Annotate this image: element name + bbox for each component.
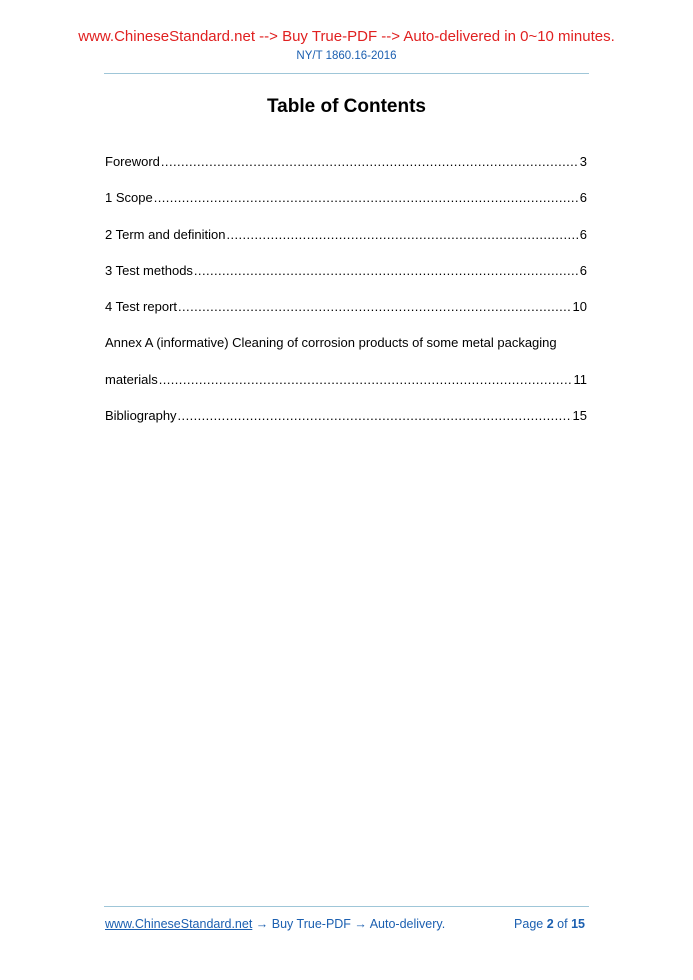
footer-site-link[interactable]: www.ChineseStandard.net [105, 917, 253, 931]
toc-entry-page: 3 [579, 154, 587, 169]
header-divider [104, 73, 589, 74]
toc-entry-label: 1 Scope [105, 190, 153, 206]
document-id: NY/T 1860.16-2016 [296, 50, 397, 62]
table-of-contents [105, 152, 587, 442]
footer-promo [105, 917, 445, 931]
toc-entry-label: Bibliography [105, 408, 177, 424]
toc-entry-term-definition[interactable] [105, 225, 587, 261]
footer-promo-text: → Buy True-PDF → Auto-delivery. [252, 917, 446, 931]
current-page-number: 2 [546, 917, 554, 931]
page-word: Page [514, 917, 544, 931]
of-word: of [557, 917, 568, 931]
toc-entry-page: 11 [573, 371, 587, 387]
toc-entry-page: 6 [579, 190, 587, 206]
page-title: Table of Contents [266, 96, 427, 117]
toc-entry-label: 4 Test report [105, 299, 178, 315]
toc-dot-leader [154, 188, 579, 208]
toc-dot-leader [178, 297, 572, 317]
toc-entry-foreword[interactable] [105, 152, 587, 188]
toc-entry-page: 15 [572, 408, 587, 424]
toc-entry-annex-a[interactable] [105, 333, 587, 369]
toc-entry-annex-a-continued[interactable] [105, 370, 587, 406]
toc-dot-leader [159, 370, 573, 390]
total-pages-number: 15 [571, 917, 585, 931]
toc-entry-label: Foreword [105, 154, 160, 169]
header-banner[interactable]: www.ChineseStandard.net --> Buy True-PDF --> Auto-delivered in 0~10 minutes. [78, 28, 615, 45]
toc-dot-leader [226, 225, 578, 245]
toc-entry-test-report[interactable] [105, 297, 587, 333]
toc-entry-bibliography[interactable] [105, 406, 587, 442]
footer-divider [104, 906, 589, 907]
page-indicator [514, 917, 585, 931]
toc-entry-page: 6 [579, 262, 587, 278]
toc-entry-test-methods[interactable] [105, 261, 587, 297]
toc-dot-leader [178, 406, 572, 426]
toc-entry-page: 10 [572, 299, 587, 315]
toc-entry-page: 6 [579, 226, 587, 242]
toc-entry-scope[interactable] [105, 188, 587, 224]
toc-dot-leader [194, 261, 579, 281]
toc-dot-leader [161, 152, 579, 172]
toc-entry-label: Annex A (informative) Cleaning of corrosion products of some metal packaging [105, 335, 557, 351]
toc-entry-label: 3 Test methods [105, 262, 193, 278]
toc-entry-label: 2 Term and definition [105, 226, 226, 242]
toc-entry-label: materials [105, 371, 158, 387]
